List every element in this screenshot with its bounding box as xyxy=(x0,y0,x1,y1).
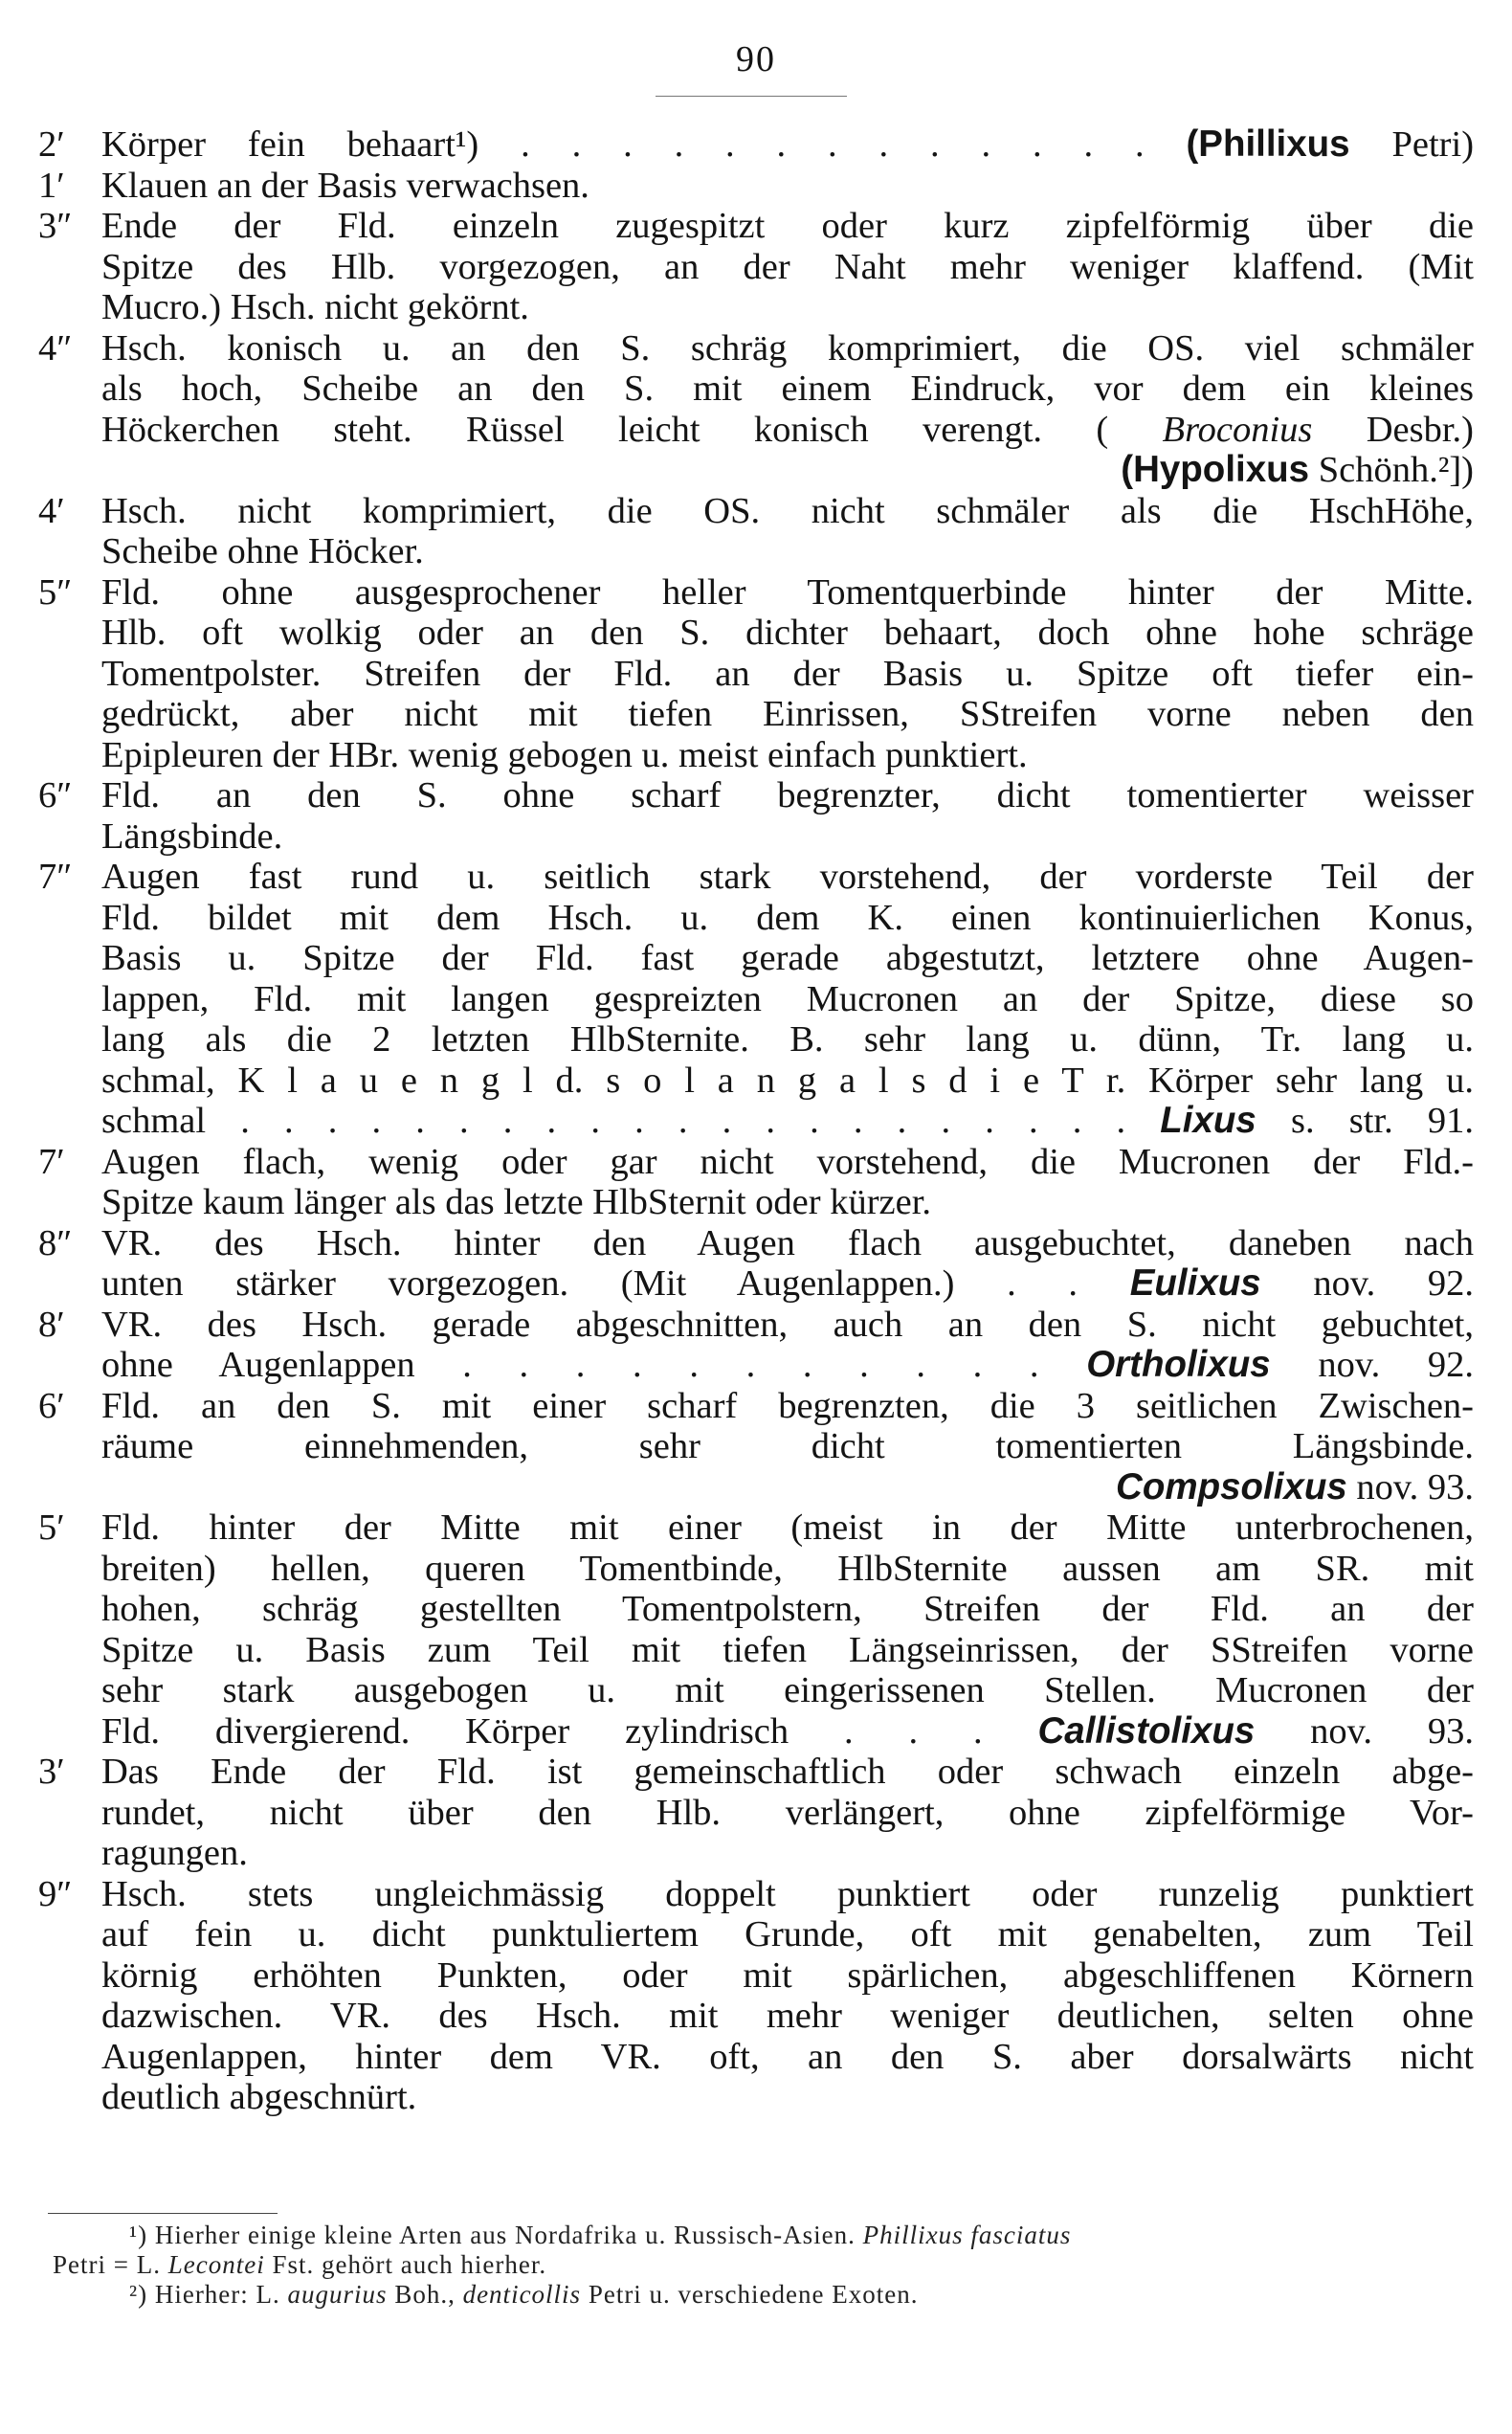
couplet-line xyxy=(101,328,1474,369)
line-text: Fld. an den S. mit einer scharf begrenzten, die 3 seitlichen Zwischen- xyxy=(101,1385,1474,1426)
couplet-number: 7′ xyxy=(38,1141,65,1182)
line-text: sehr stark ausgebogen u. mit eingerissenen Stellen. Mucronen der xyxy=(101,1670,1474,1710)
key-couplet xyxy=(38,572,1474,776)
couplet-line xyxy=(101,287,1474,328)
line-text: deutlich abgeschnürt. xyxy=(101,2077,417,2117)
line-text: schmal, K l a u e n g l d. s o l a n g a l s d i e T r. Körper sehr lang u. xyxy=(101,1060,1474,1101)
line-text: ragungen. xyxy=(101,1833,248,1873)
couplet-line xyxy=(101,572,1474,614)
couplet-line xyxy=(101,1874,1474,1915)
couplet-line xyxy=(101,1549,1474,1590)
line-text: VR. des Hsch. hinter den Augen flach ausgebuchtet, daneben nach xyxy=(101,1222,1474,1263)
line-text: Höckerchen steht. Rüssel leicht konisch verengt. ( xyxy=(101,409,1109,450)
key-couplet xyxy=(38,1874,1474,2118)
line-text: unten stärker vorgezogen. (Mit Augenlappen.) . . xyxy=(101,1263,1078,1304)
couplet-number: 1′ xyxy=(38,165,65,206)
line-text: auf fein u. dicht punktuliertem Grunde, oft mit genabelten, zum Teil xyxy=(101,1914,1474,1954)
couplet-line xyxy=(101,775,1474,816)
key-couplet xyxy=(38,1305,1474,1386)
line-text: Schönh.²]) xyxy=(1318,450,1474,490)
couplet-number: 3′ xyxy=(38,1752,65,1792)
line-text: körnig erhöhten Punkten, oder mit spärlichen, abgeschliffenen Körnern xyxy=(101,1954,1474,1996)
couplet-line xyxy=(101,206,1474,247)
key-couplet xyxy=(38,491,1474,572)
line-text: gedrückt, aber nicht mit tiefen Einrissen, SStreifen vorne neben den xyxy=(101,694,1474,734)
couplet-line xyxy=(101,166,1474,207)
line-text: VR. des Hsch. gerade abgeschnitten, auch an den S. nicht gebuchtet, xyxy=(101,1304,1474,1345)
line-text: Augenlappen, hinter dem VR. oft, an den S. aber dorsalwärts nicht xyxy=(101,2036,1474,2077)
couplet-line xyxy=(101,1711,1474,1753)
couplet-line xyxy=(101,654,1474,695)
line-text: Spitze des Hlb. vorgezogen, an der Naht mehr weniger klaffend. (Mit xyxy=(101,246,1474,287)
line-text: nov. 93. xyxy=(1310,1710,1475,1752)
couplet-line xyxy=(101,1793,1474,1834)
line-text: Ende der Fld. einzeln zugespitzt oder kurz zipfelförmig über die xyxy=(101,206,1474,246)
couplet-line xyxy=(101,1019,1474,1061)
couplet-line xyxy=(101,1630,1474,1671)
couplet-line xyxy=(101,1182,1474,1223)
line-text: Fld. bildet mit dem Hsch. u. dem K. einen kontinuierlichen Konus, xyxy=(101,897,1474,938)
line-text: nov. 93. xyxy=(1356,1466,1474,1507)
couplet-line xyxy=(101,368,1474,410)
line-text: räume einnehmenden, sehr dicht tomentierten Längsbinde. xyxy=(101,1426,1474,1466)
couplet-line xyxy=(101,1386,1474,1427)
couplet-number: 8′ xyxy=(38,1304,65,1345)
couplet-line xyxy=(101,1061,1474,1102)
line-text: Fld. hinter der Mitte mit einer (meist in der Mitte unterbrochenen, xyxy=(101,1507,1474,1548)
couplet-line xyxy=(101,1589,1474,1630)
couplet-number: 3″ xyxy=(38,206,73,246)
key-couplet xyxy=(38,206,1474,328)
line-text: schmal . . . . . . . . . . . . . . . . . . . . . xyxy=(101,1101,1126,1141)
line-text: Augen fast rund u. seitlich stark vorstehend, der vorderste Teil der xyxy=(101,857,1474,897)
couplet-line xyxy=(101,410,1474,451)
line-text: Das Ende der Fld. ist gemeinschaftlich oder schwach einzeln abge- xyxy=(101,1752,1474,1792)
couplet-line xyxy=(101,1833,1474,1874)
line-text: rundet, nicht über den Hlb. verlängert, ohne zipfelförmige Vor- xyxy=(101,1792,1474,1833)
couplet-line xyxy=(101,1426,1474,1467)
key-couplet xyxy=(38,328,1474,491)
taxon-name: (Phillixus xyxy=(1186,123,1350,165)
key-couplet xyxy=(38,1386,1474,1508)
couplet-number: 4′ xyxy=(38,490,65,531)
page-number-rule xyxy=(656,96,847,97)
couplet-line xyxy=(101,1223,1474,1264)
taxon-name: Callistolixus xyxy=(1037,1709,1256,1752)
line-text: ohne Augenlappen . . . . . . . . . . . xyxy=(101,1345,1039,1385)
line-text: Fld. divergierend. Körper zylindrisch . . . xyxy=(101,1710,983,1752)
couplet-line xyxy=(101,1670,1474,1711)
couplet-line xyxy=(101,1263,1474,1305)
couplet-line xyxy=(101,735,1474,776)
couplet-line xyxy=(101,898,1474,939)
line-text: lappen, Fld. mit langen gespreizten Mucronen an der Spitze, diese so xyxy=(101,978,1474,1019)
taxon-name: (Hypolixus xyxy=(1121,449,1310,490)
key-couplet xyxy=(38,775,1474,857)
footnotes xyxy=(53,2221,1469,2310)
couplet-number: 2′ xyxy=(38,124,65,165)
key-couplet xyxy=(38,1507,1474,1752)
line-text: Hsch. nicht komprimiert, die OS. nicht schmäler als die HschHöhe, xyxy=(101,490,1474,531)
line-text: Tomentpolster. Streifen der Fld. an der Basis u. Spitze oft tiefer ein- xyxy=(101,653,1474,694)
line-text: Petri) xyxy=(1391,124,1475,165)
couplet-line xyxy=(101,613,1474,654)
line-text: s. str. 91. xyxy=(1290,1101,1474,1141)
couplet-line xyxy=(101,1507,1474,1549)
couplet-line xyxy=(101,247,1474,288)
couplet-line xyxy=(101,1955,1474,1997)
couplet-line xyxy=(101,1752,1474,1793)
couplet-line xyxy=(101,450,1474,491)
couplet-line xyxy=(101,124,1474,166)
key-couplet xyxy=(38,1752,1474,1874)
couplet-line xyxy=(101,531,1474,572)
line-text: Längsbinde. xyxy=(101,815,283,857)
couplet-line xyxy=(101,1305,1474,1346)
line-text: Augen flach, wenig oder gar nicht vorstehend, die Mucronen der Fld.- xyxy=(101,1141,1474,1182)
couplet-number: 7″ xyxy=(38,857,73,897)
line-text: Klauen an der Basis verwachsen. xyxy=(101,165,589,206)
key-couplet xyxy=(38,1142,1474,1223)
couplet-line xyxy=(101,2037,1474,2078)
couplet-number: 4″ xyxy=(38,327,73,368)
couplet-line xyxy=(101,1467,1474,1508)
line-text: Hlb. oft wolkig oder an den S. dichter behaart, doch ohne hohe schräge xyxy=(101,613,1474,653)
line-text: Epipleuren der HBr. wenig gebogen u. meist einfach punktiert. xyxy=(101,734,1028,775)
couplet-line xyxy=(101,491,1474,532)
line-text: Fld. ohne ausgesprochener heller Tomentquerbinde hinter der Mitte. xyxy=(101,571,1474,613)
line-text: Desbr.) xyxy=(1366,409,1475,450)
couplet-line xyxy=(101,816,1474,858)
couplet-line xyxy=(101,857,1474,898)
taxon-name: Compsolixus xyxy=(1116,1465,1347,1507)
line-text: Körper fein behaart¹) . . . . . . . . . . . . . xyxy=(101,124,1145,165)
couplet-line xyxy=(101,1101,1474,1142)
line-text: Hsch. stets ungleichmässig doppelt punktiert oder runzelig punktiert xyxy=(101,1873,1474,1914)
couplet-number: 8″ xyxy=(38,1222,73,1263)
taxon-name: Broconius xyxy=(1162,409,1313,450)
couplet-line xyxy=(101,1914,1474,1955)
couplet-line xyxy=(101,1142,1474,1183)
line-text: Scheibe ohne Höcker. xyxy=(101,531,424,571)
key-couplet xyxy=(38,124,1474,166)
line-text: Spitze kaum länger als das letzte HlbSternit oder kürzer. xyxy=(101,1182,932,1222)
taxon-name: Eulixus xyxy=(1129,1262,1261,1304)
taxon-name: Lixus xyxy=(1160,1100,1256,1141)
footnote-1: ¹) Hierher einige kleine Arten aus Nordafrika u. Russisch-Asien. Phillixus fasciatus xyxy=(129,2221,1072,2249)
line-text: dazwischen. VR. des Hsch. mit mehr weniger deutlichen, selten ohne xyxy=(101,1996,1474,2036)
line-text: Fld. an den S. ohne scharf begrenzter, dicht tomentierter weisser xyxy=(101,775,1474,815)
couplet-number: 6″ xyxy=(38,775,73,815)
line-text: Mucro.) Hsch. nicht gekörnt. xyxy=(101,287,529,327)
line-text: Basis u. Spitze der Fld. fast gerade abgestutzt, letztere ohne Augen- xyxy=(101,938,1474,978)
couplet-line xyxy=(101,979,1474,1020)
footnote-2: ²) Hierher: L. augurius Boh., denticollis Petri u. verschiedene Exoten. xyxy=(129,2280,919,2309)
couplet-line xyxy=(101,2077,1474,2118)
line-text: Spitze u. Basis zum Teil mit tiefen Längseinrissen, der SStreifen vorne xyxy=(101,1629,1474,1670)
couplet-line xyxy=(101,694,1474,735)
footnote-separator xyxy=(48,2213,278,2214)
taxon-name: Ortholixus xyxy=(1086,1344,1271,1385)
couplet-number: 5′ xyxy=(38,1507,65,1548)
couplet-number: 5″ xyxy=(38,571,73,613)
line-text: nov. 92. xyxy=(1313,1263,1475,1304)
footnote-1-continued: Petri = L. Lecontei Fst. gehört auch hierher. xyxy=(53,2250,547,2279)
couplet-line xyxy=(101,938,1474,979)
line-text: lang als die 2 letzten HlbSternite. B. sehr lang u. dünn, Tr. lang u. xyxy=(101,1019,1474,1060)
key-couplet xyxy=(38,166,1474,207)
line-text: Hsch. konisch u. an den S. schräg komprimiert, die OS. viel schmäler xyxy=(101,327,1474,368)
couplet-line xyxy=(101,1345,1474,1386)
page-number: 90 xyxy=(736,39,776,79)
couplet-number: 6′ xyxy=(38,1385,65,1426)
key-couplet xyxy=(38,857,1474,1142)
line-text: breiten) hellen, queren Tomentbinde, HlbSternite aussen am SR. mit xyxy=(101,1548,1474,1589)
couplet-number: 9″ xyxy=(38,1873,73,1914)
determination-key xyxy=(38,124,1474,2118)
key-couplet xyxy=(38,1223,1474,1305)
line-text: nov. 92. xyxy=(1318,1345,1474,1385)
line-text: hohen, schräg gestellten Tomentpolstern, Streifen der Fld. an der xyxy=(101,1589,1474,1629)
couplet-line xyxy=(101,1996,1474,2037)
line-text: als hoch, Scheibe an den S. mit einem Eindruck, vor dem ein kleines xyxy=(101,368,1474,409)
